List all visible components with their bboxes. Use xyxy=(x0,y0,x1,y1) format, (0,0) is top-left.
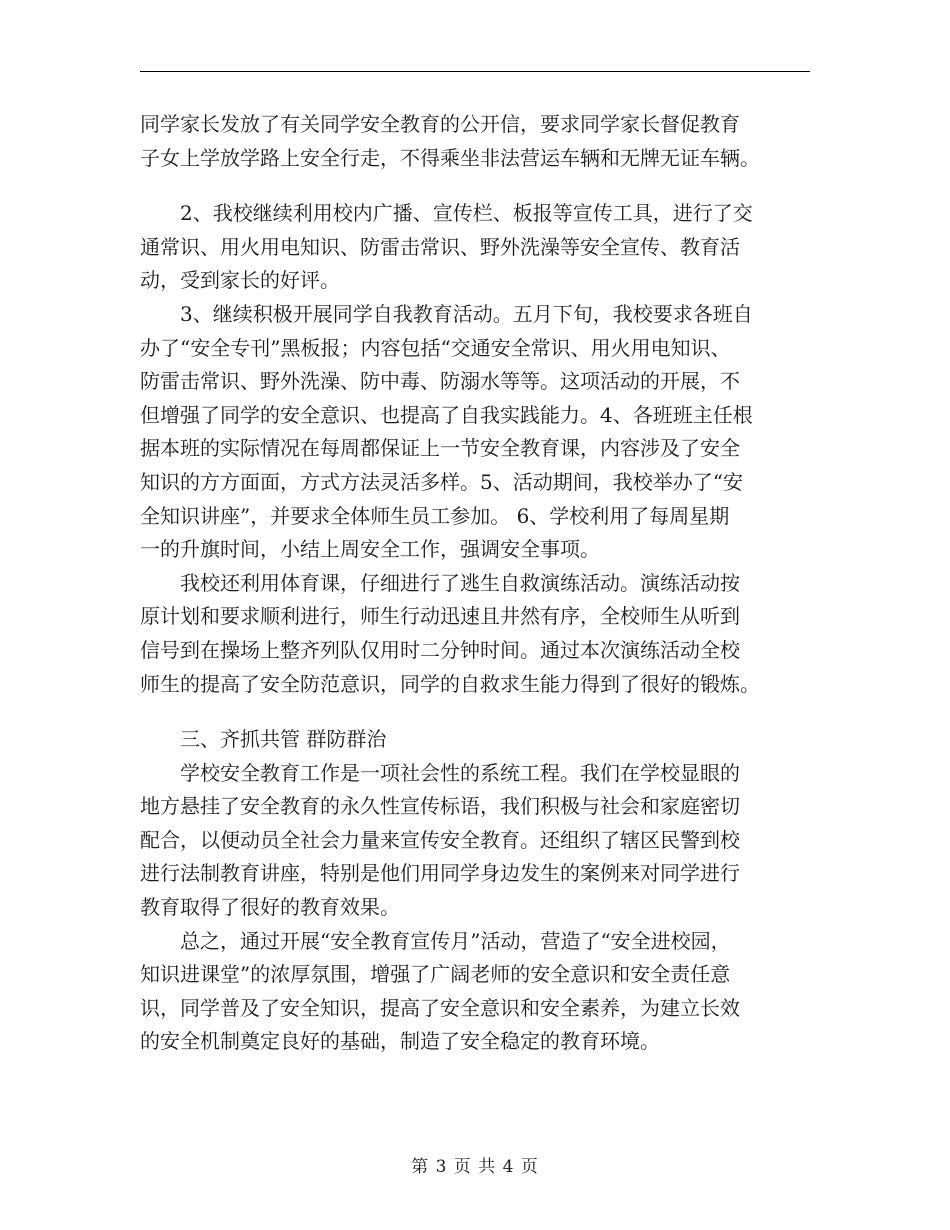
text-line: 的安全机制奠定良好的基础，制造了安全稳定的教育环境。 xyxy=(140,1029,660,1054)
text-line: 师生的提高了安全防范意识，同学的自救求生能力得到了很好的锻炼。 xyxy=(140,671,760,696)
text-line: 进行法制教育讲座，特别是他们用同学身边发生的案例来对同学进行 xyxy=(140,861,740,886)
text-line: 知识的方方面面，方式方法灵活多样。5、活动期间，我校举办了“安 xyxy=(140,469,743,494)
text-line: 识，同学普及了安全知识，提高了安全意识和安全素养，为建立长效 xyxy=(140,995,740,1020)
text-line: 一的升旗时间，小结上周安全工作，强调安全事项。 xyxy=(140,537,600,562)
text-line: 我校还利用体育课，仔细进行了逃生自救演练活动。演练活动按 xyxy=(140,570,740,595)
text-line: 2、我校继续利用校内广播、宣传栏、板报等宣传工具，进行了交 xyxy=(140,201,753,226)
text-line: 动，受到家长的好评。 xyxy=(140,268,340,293)
text-line: 办了“安全专刊”黑板报；内容包括“交通安全常识、用火用电知识、 xyxy=(140,335,731,360)
text-line: 但增强了同学的安全意识、也提高了自我实践能力。4、各班班主任根 xyxy=(140,402,753,427)
text-line: 学校安全教育工作是一项社会性的系统工程。我们在学校显眼的 xyxy=(140,760,740,785)
text-line: 配合，以便动员全社会力量来宣传安全教育。还组织了辖区民警到校 xyxy=(140,827,740,852)
text-line: 地方悬挂了安全教育的永久性宣传标语，我们积极与社会和家庭密切 xyxy=(140,794,740,819)
document-body xyxy=(140,108,816,1059)
text-line: 知识进课堂”的浓厚氛围，增强了广阔老师的安全意识和安全责任意 xyxy=(140,962,731,987)
text-line: 防雷击常识、野外洗澡、防中毒、防溺水等等。这项活动的开展，不 xyxy=(140,369,740,394)
text-line: 通常识、用火用电知识、防雷击常识、野外洗澡等安全宣传、教育活 xyxy=(140,234,740,259)
text-line: 同学家长发放了有关同学安全教育的公开信，要求同学家长督促教育 xyxy=(140,112,740,136)
text-line: 教育取得了很好的教育效果。 xyxy=(140,895,400,920)
text-line: 信号到在操场上整齐列队仅用时二分钟时间。通过本次演练活动全校 xyxy=(140,637,740,662)
text-line: 总之，通过开展“安全教育宣传月”活动，营造了“安全进校园， xyxy=(140,928,731,953)
text-line: 全知识讲座”，并要求全体师生员工参加。 6、学校利用了每周星期 xyxy=(140,503,730,528)
text-line: 3、继续积极开展同学自我教育活动。五月下旬，我校要求各班自 xyxy=(140,301,753,326)
text-line: 据本班的实际情况在每周都保证上一节安全教育课，内容涉及了安全 xyxy=(140,436,740,461)
text-line: 原计划和要求顺利进行，师生行动迅速且井然有序，全校师生从听到 xyxy=(140,604,740,629)
text-line: 子女上学放学路上安全行走，不得乘坐非法营运车辆和无牌无证车辆。 xyxy=(140,145,760,170)
section-heading: 三、齐抓共管 群防群治 xyxy=(140,727,387,752)
header-rule xyxy=(140,71,810,72)
page-number: 第 3 页 共 4 页 xyxy=(411,1157,539,1177)
